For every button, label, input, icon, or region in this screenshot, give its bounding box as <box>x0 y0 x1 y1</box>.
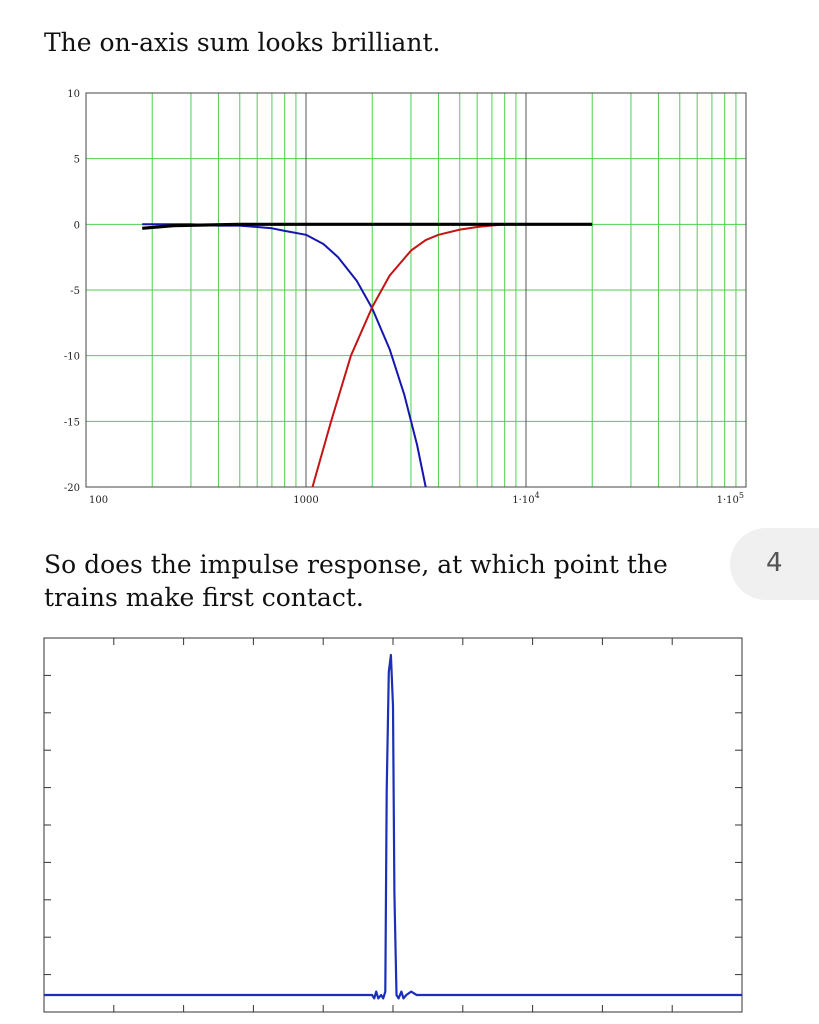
intro-paragraph: The on-axis sum looks brilliant. <box>44 28 441 57</box>
impulse-paragraph: So does the impulse response, at which point the trains make first contact. <box>44 550 668 612</box>
x-tick-label: 1000 <box>293 495 319 506</box>
impulse-series-0 <box>44 655 742 998</box>
page-number: 4 <box>766 548 783 578</box>
y-tick-label: -20 <box>63 483 80 494</box>
y-tick-label: 5 <box>73 154 80 166</box>
y-tick-label: -5 <box>70 286 80 297</box>
x-tick-label: 100 <box>89 495 109 506</box>
y-tick-label: 0 <box>73 220 80 232</box>
x-tick-label: $1\cdot 10^5$ <box>716 491 744 506</box>
y-tick-label: -15 <box>63 417 80 429</box>
y-tick-label: -10 <box>63 351 80 363</box>
y-tick-label: 10 <box>67 89 80 100</box>
x-tick-label: $1\cdot 10^4$ <box>512 491 540 506</box>
